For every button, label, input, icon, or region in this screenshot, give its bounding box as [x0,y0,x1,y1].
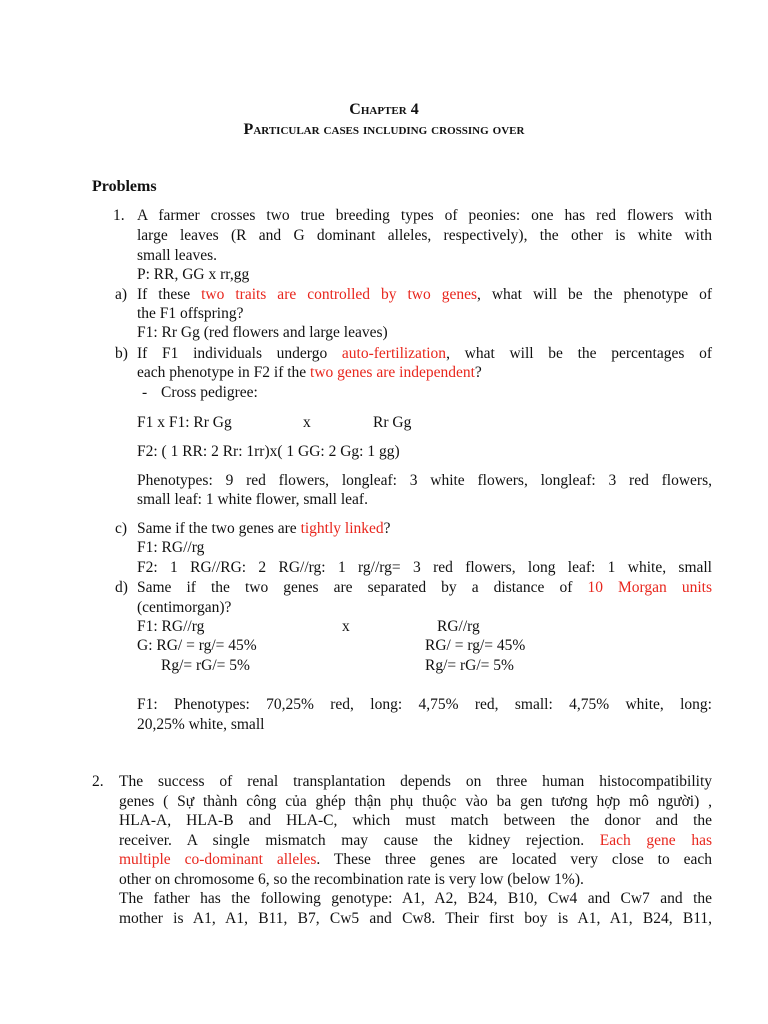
f2-ratio: F2: ( 1 RR: 2 Rr: 1rr)x( 1 GG: 2 Gg: 1 gg) [137,443,400,460]
question-b-line: each phenotype in F2 if the two genes are independent? [137,364,482,381]
highlight-text: multiple co-dominant alleles [119,851,317,868]
highlight-text: two genes are independent [310,364,475,381]
cross-f1-right: Rr Gg [373,414,412,431]
highlight-text: two traits are controlled by two genes [201,286,478,303]
question-c-f2: F2: 1 RG//RG: 2 RG//rg: 1 rg//rg= 3 red flowers, long leaf: 1 white, small [137,559,712,576]
problem-1-parents: P: RR, GG x rr,gg [137,266,250,283]
question-d-line: Same if the two genes are separated by a distance of 10 Morgan units [137,579,712,596]
question-a-line: If these two traits are controlled by two genes, what will be the phenotype of [137,286,713,303]
problem-2-line: The success of renal transplantation depends on three human histocompatibility [119,773,712,790]
question-c-line: Same if the two genes are tightly linked? [137,520,391,537]
highlight-text: Each gene has [599,832,712,849]
gamete-left: G: RG/ = rg/= 45% [137,637,257,654]
cross-x: x [303,414,311,431]
problem-2-line: genes ( Sự thành công của ghép thận phụ thuộc vào ba gen tương hợp mô người) , [119,793,712,810]
problem-2-line: receiver. A single mismatch may cause the kidney rejection. Each gene has [119,832,712,849]
d-phenotype-line: 20,25% white, small [137,716,265,733]
chapter-subtitle: Particular cases including crossing over [243,121,525,138]
problem-2-line: HLA-A, HLA-B and HLA-C, which must match between the donor and the [119,812,712,829]
d-f1-x: x [342,618,350,635]
problem-2-line: The father has the following genotype: A1, A2, B24, B10, Cw4 and Cw7 and the [119,890,712,907]
problem-2-line: multiple co-dominant alleles. These three genes are located very close to each [119,851,712,868]
question-c-label: c) [115,520,128,537]
d-phenotype-line: F1: Phenotypes: 70,25% red, long: 4,75% red, small: 4,75% white, long: [137,696,712,713]
question-c-f1: F1: RG//rg [137,539,205,556]
highlight-text: 10 Morgan units [587,579,712,596]
problem-2-line: mother is A1, A1, B11, B7, Cw5 and Cw8. Their first boy is A1, A1, B24, B11, [119,910,712,927]
recombinant-left: Rg/= rG/= 5% [161,657,250,674]
highlight-text: tightly linked [300,520,384,537]
cross-f1-left: F1 x F1: Rr Gg [137,414,232,431]
gamete-right: RG/ = rg/= 45% [425,637,526,654]
problem-2-line: other on chromosome 6, so the recombination rate is very low (below 1%). [119,871,584,888]
question-d-label: d) [115,579,128,596]
recombinant-right: Rg/= rG/= 5% [425,657,514,674]
question-a-label: a) [115,286,128,303]
problem-2-number: 2. [92,773,104,790]
problem-1-line: A farmer crosses two true breeding types of peonies: one has red flowers with [137,207,712,224]
d-f1-left: F1: RG//rg [137,618,205,635]
phenotype-line: Phenotypes: 9 red flowers, longleaf: 3 white flowers, longleaf: 3 red flowers, [137,472,712,489]
question-a-answer: F1: Rr Gg (red flowers and large leaves) [137,324,388,341]
question-d-line: (centimorgan)? [137,599,232,616]
d-f1-right: RG//rg [437,618,480,635]
question-b-line: If F1 individuals undergo auto-fertilization, what will be the percentages of [137,345,713,362]
highlight-text: auto-fertilization [341,345,447,362]
question-a-line: the F1 offspring? [137,305,244,322]
problem-1-line: large leaves (R and G dominant alleles, respectively), the other is white with [137,227,712,244]
list-dash: - [142,384,148,401]
problems-heading: Problems [92,178,157,195]
problem-1-line: small leaves. [137,247,218,264]
chapter-title: Chapter 4 [349,101,419,118]
phenotype-line: small leaf: 1 white flower, small leaf. [137,491,368,508]
question-b-label: b) [115,345,128,362]
cross-pedigree-label: Cross pedigree: [161,384,258,401]
problem-1-number: 1. [113,207,125,224]
